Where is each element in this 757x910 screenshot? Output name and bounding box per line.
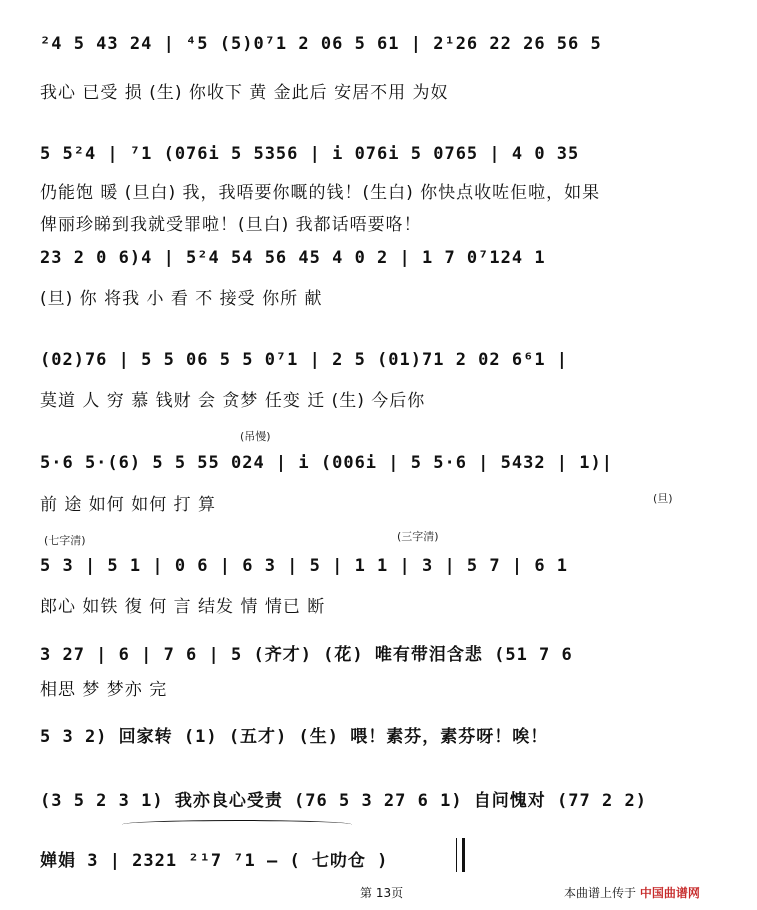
notation-row-10: 婵娟 3 | 2321 ²¹7 ⁷1 – ( 七叻仓 ) [40, 851, 389, 871]
lyrics-row-5: 前 途 如何 如何 打 算 [40, 495, 217, 515]
source-text: 本曲谱上传于 [564, 886, 637, 900]
notation-row-7: 3 27 | 6 | 7 6 | 5 (齐才) (花) 唯有带泪含悲 (51 7 6 [40, 645, 573, 665]
notation-row-1: ²4 5 43 24 | ⁴5 (5)0⁷1 2 06 5 61 | 2¹26 22 26 56 5 [40, 34, 602, 54]
san-zi-qing-mark: (三字清) [397, 530, 439, 543]
notation-row-9: (3 5 2 3 1) 我亦良心受责 (76 5 3 27 6 1) 自问愧对 (77 2 2) [40, 791, 647, 811]
lyrics-row-4: 莫道 人 穷 慕 钱财 会 贪梦 任变 迁 (生) 今后你 [40, 391, 426, 411]
notation-row-4: (02)76 | 5 5 06 5 5 0⁷1 | 2 5 (01)71 2 02 6⁶1 | [40, 350, 569, 370]
diao-man-mark: (吊慢) [240, 430, 271, 443]
qi-zi-qing-mark: (七字清) [44, 534, 86, 547]
dan-mark: (旦) [653, 492, 673, 505]
notation-row-5: 5·6 5·(6) 5 5 55 024 | i (006i | 5 5·6 | 5432 | 1)| [40, 453, 613, 473]
source-note [564, 884, 700, 901]
notation-row-6: 5 3 | 5 1 | 0 6 | 6 3 | 5 | 1 1 | 3 | 5 7 | 6 1 [40, 556, 569, 576]
lyrics-row-7: 相思 梦 梦亦 完 [40, 680, 168, 700]
lyrics-row-2: 仍能饱 暖 (旦白) 我，我唔要你嘅的钱！(生白) 你快点收咗佢啦，如果 [40, 183, 601, 203]
notation-row-2: 5 5²4 | ⁷1 (076i 5 5356 | i 076i 5 0765 | 4 0 35 [40, 144, 580, 164]
phrase-slur [122, 820, 352, 829]
notation-row-3: 23 2 0 6)4 | 5²4 54 56 45 4 0 2 | 1 7 0⁷124 1 [40, 248, 546, 268]
lyrics-row-1: 我心 已受 损 (生) 你收下 黄 金此后 安居不用 为奴 [40, 83, 449, 103]
site-logo[interactable]: 中国曲谱网 [639, 886, 700, 900]
lyrics-row-3: (旦) 你 将我 小 看 不 接受 你所 献 [40, 289, 323, 309]
notation-row-8: 5 3 2) 回家转 (1) (五才) (生) 喂！素芬，素芬呀！唉！ [40, 727, 549, 747]
lyrics-row-2b: 俾丽珍睇到我就受罪啦！(旦白) 我都话唔要咯！ [40, 215, 422, 235]
page-number: 第 13页 [360, 886, 404, 900]
lyrics-row-6: 郎心 如铁 復 何 言 结发 情 情已 断 [40, 597, 326, 617]
final-barline [456, 838, 465, 872]
